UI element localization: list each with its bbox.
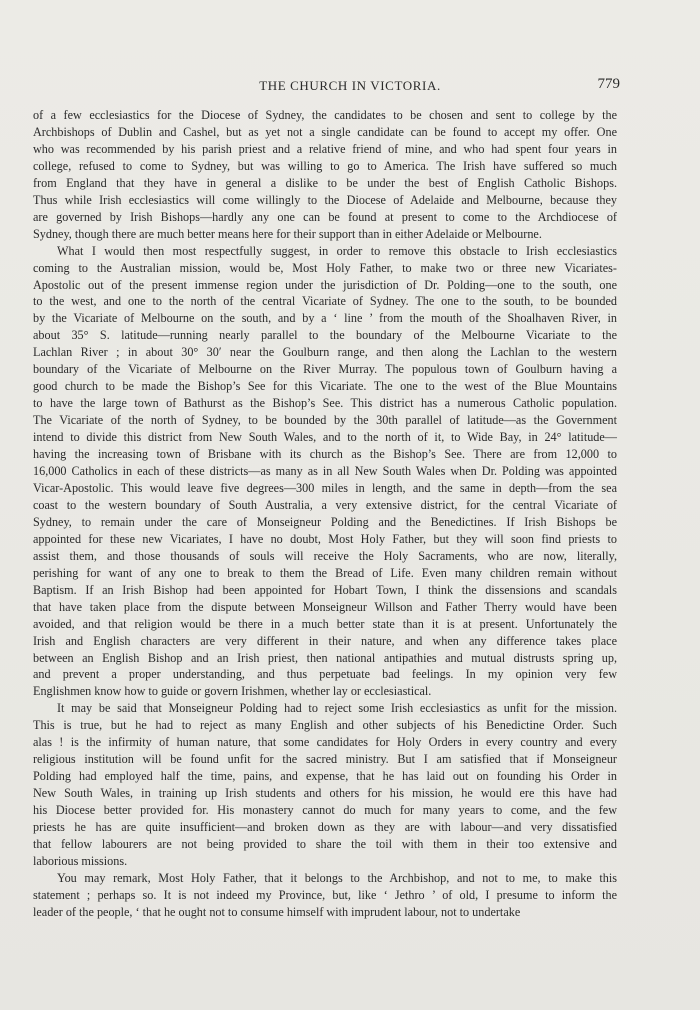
text-line: to the west, and one to the north of the central Vicariate of Sydney. The one to the south, to be bounded: [33, 294, 617, 309]
text-line: New South Wales, in training up Irish students and others for his mission, he would ere this have had: [33, 786, 617, 801]
text-line: college, refused to come to Sydney, but was willing to go to America. The Irish have suffered so much: [33, 158, 617, 173]
text-line: intend to divide this district from New South Wales, and to the north of it, to Wide Bay, in 24° latitude—: [33, 430, 617, 445]
text-line: are governed by Irish Bishops—hardly any one can be found at present to come to the Archdiocese of: [33, 209, 617, 224]
text-line: his Diocese better provided for. His monastery cannot do much for many years to come, and the few: [33, 803, 617, 818]
text-line: to have the large town of Bathurst as the Bishop’s See. This district has a numerous Catholic population.: [33, 396, 617, 411]
text-line: Apostolic out of the present immense region under the jurisdiction of Dr. Polding—one to the south, one: [33, 277, 617, 292]
text-line: leader of the people, ‘ that he ought not to consume himself with imprudent labour, not to undertake: [33, 904, 521, 919]
text-line: It may be said that Monseigneur Polding had to reject some Irish ecclesiastics as unfit for the mission.: [57, 701, 617, 716]
running-title: THE CHURCH IN VICTORIA.: [259, 78, 441, 93]
text-line: appointed for these new Vicariates, I have no doubt, Most Holy Father, but they will soon find priests to: [33, 531, 617, 546]
text-line: Sydney, though there are much better means here for their support than in either Adelaide or Melbourne.: [33, 226, 542, 241]
text-line: of a few ecclesiastics for the Diocese of Sydney, the candidates to be chosen and sent to college by the: [33, 108, 617, 122]
text-line: about 35° S. latitude—running nearly parallel to the boundary of the Melbourne Vicariate to the: [33, 328, 617, 343]
text-line: You may remark, Most Holy Father, that it belongs to the Archbishop, and not to me, to make this: [57, 870, 617, 885]
paragraph: [33, 700, 617, 870]
page-number: 779: [597, 76, 620, 92]
text-line: that have taken place from the dispute between Monseigneur Willson and Father Therry would have been: [33, 599, 617, 614]
text-line: Sydney, to remain under the care of Monseigneur Polding and the Benedictines. If Irish Bishops be: [33, 514, 617, 529]
text-line: coming to the Australian mission, would be, Most Holy Father, to make two or three new Vicariates-: [33, 260, 617, 275]
paragraph: [33, 243, 617, 701]
text-line: Polding had employed half the time, pains, and expense, that he has laid out on founding his Order in: [33, 769, 617, 784]
text-line: from England that they have in general a dislike to be under the best of English Catholic Bishops.: [33, 175, 617, 190]
text-line: who was recommended by his parish priest and a relative friend of mine, and who had spent four years in: [33, 141, 617, 156]
text-line: What I would then most respectfully suggest, in order to remove this obstacle to Irish ecclesiastics: [57, 243, 617, 258]
text-line: This is true, but he had to reject as many English and other subjects of his Benedictine Order. Such: [33, 718, 617, 733]
body-text: [33, 107, 617, 921]
text-line: alas ! is the infirmity of human nature, that some candidates for Holy Orders in every country and every: [33, 735, 617, 750]
text-line: Englishmen know how to guide or govern Irishmen, whether lay or ecclesiastical.: [33, 684, 432, 699]
text-line: laborious missions.: [33, 853, 128, 868]
text-line: good church to be made the Bishop’s See for this Vicariate. The one to the west of the Blue Mountains: [33, 379, 617, 394]
paragraph: [33, 107, 617, 243]
text-line: perishing for want of any one to break to them the Bread of Life. Even many children remain without: [33, 565, 617, 580]
text-line: The Vicariate of the north of Sydney, to be bounded by the 30th parallel of latitude—as the Government: [33, 413, 617, 428]
text-line: Archbishops of Dublin and Cashel, but as yet not a single candidate can be found to accept my offer. One: [33, 124, 617, 139]
paragraph: [33, 870, 617, 921]
text-line: priests he has are quite insufficient—and broken down as they are with labour—and very dissatisfied: [33, 820, 617, 835]
text-line: statement ; perhaps so. It is not indeed my Province, but, like ‘ Jethro ’ of old, I presume to inform the: [33, 887, 617, 902]
text-line: having the increasing town of Brisbane with its church as the Bishop’s See. There are from 12,000 to: [33, 447, 617, 462]
text-line: Thus while Irish ecclesiastics will come willingly to the Diocese of Adelaide and Melbourne, because they: [33, 192, 617, 207]
text-line: avoided, and that religion would be there in a much better state than it is at present. Unfortunately the: [33, 616, 617, 631]
text-line: religious institution will be found unfit for the sacred ministry. But I am satisfied that if Monseigneur: [33, 752, 617, 767]
page-header: [0, 76, 700, 96]
text-line: between an English Bishop and an Irish priest, then national antipathies and mutual distrusts spring up,: [33, 650, 617, 665]
text-line: Vicar-Apostolic. This would leave five degrees—300 miles in length, and the same in depth—from the sea: [33, 480, 617, 495]
text-line: boundary of the Vicariate of Melbourne on the River Murray. The populous town of Goulburn having a: [33, 362, 617, 377]
text-line: Baptism. If an Irish Bishop had been appointed for Hobart Town, I think the dissensions and scandals: [33, 582, 617, 597]
text-line: and prevent a proper understanding, and thus perpetuate bad feelings. In my opinion very few: [33, 667, 617, 682]
text-line: 16,000 Catholics in each of these districts—as many as in all New South Wales when Dr. Polding was appointed: [33, 464, 617, 479]
text-line: Lachlan River ; in about 30° 30′ near the Goulburn range, and then along the Lachlan to the western: [33, 345, 617, 360]
text-line: by the Vicariate of Melbourne on the south, and by a ‘ line ’ from the mouth of the Shoalhaven River, in: [33, 311, 617, 326]
text-line: assist them, and those thousands of souls will receive the Holy Sacraments, who are now, literally,: [33, 548, 617, 563]
text-line: coast to the western boundary of South Australia, a very extensive district, for the central Vicariate of: [33, 497, 617, 512]
text-line: Irish and English characters are very different in their nature, and when any difference takes place: [33, 633, 617, 648]
text-line: that fellow labourers are not being provided to share the toil with them in their too extensive and: [33, 836, 617, 851]
